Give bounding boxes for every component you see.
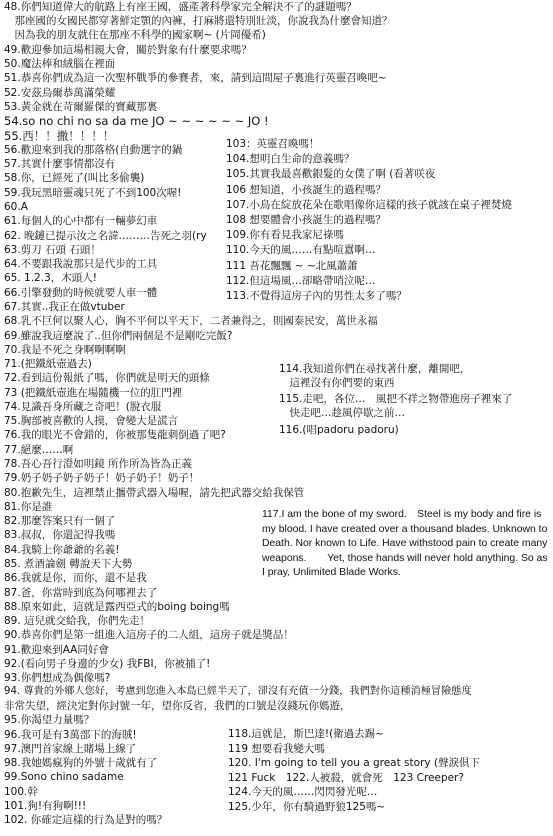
entry-64: 64.不要跟我說那只是代步的工具 [4,258,158,270]
entry-96: 96.我可是有3萬部下的海賊! [4,729,137,741]
entry-114: 114.我知道你們在尋找著什麼，離開吧， [279,363,471,375]
entries-118-125 [228,727,480,815]
entry-49: 49.歡迎參加這場相親大會，關於對象有什麼要求嗎？ [4,44,252,56]
entry-93: 93.你們想成為偶像嗎? [4,672,111,684]
entry-97: 97.澳門首家線上賭場上線了 [4,743,137,755]
entry-69: 69.雖說我這麼說了..但你們兩個是不是剛吃完飯? [4,330,233,342]
entries-114-116 [279,363,512,438]
entry-115-cont: 快走吧…趁風停歇之前… [279,406,405,419]
entry-67: 67.其實..我正在做vtuber [4,301,125,313]
entry-52: 52.安茲烏爾恭萬滿榮耀 [4,87,116,99]
entry-112: 112.但這場風…卻略帶哨泣呢… [226,274,376,287]
entry-62: 62. 晚鏈已提示汝之名諱………告死之羽(ry [4,230,207,242]
entry-88: 88.原來如此，這就是露西亞式的boing boing嗎 [4,601,230,613]
entry-53: 53.黃金就在苛爾羅傑的寶藏那裏 [4,101,158,113]
entry-84: 84.我騎上你爺爺的名義! [4,544,120,556]
entry-54: 54.so no chi no sa da me JO ~ ~ ~ ~ ~ ~ JO ! [4,114,269,128]
entry-65: 65. 1.2.3，木頭人! [4,272,97,284]
entry-94: 94. 尊貴的外鄉人您好，考慮到您進入本島已經半天了，卻沒有充值一分錢，我們對你這種消極冒險態度 [4,686,472,697]
entry-85: 85. 煮酒論劍 轉說天下大勢 [4,558,133,570]
entry-60: 60.A [4,201,28,213]
entry-81: 81.你是誰 [4,501,53,513]
entry-77: 77.絕麼……啊 [4,444,74,456]
entry-75: 75.胸部被喜歡的人摸，會變大是謊言 [4,415,179,427]
entry-87: 87.爸，你當時到底為何哪裡去了 [4,587,158,599]
entry-113: 113.不覺得這房子內的男性太多了嗎？ [226,290,407,303]
entry-118: 118.這就是，斯巴達!(衛過去踢~ [228,728,384,740]
entry-102: 102. 你確定這樣的行為是對的嗎？ [4,814,168,826]
entry-94-cont: 非常失望，經決定對你封號一年，望你反省，我們的口號是沒錢玩你媽遊， [4,700,351,712]
entry-116: 116.(唱padoru padoru) [279,424,399,436]
entries-103-113 [226,137,512,304]
entry-57: 57.其實什麼事情都沒有 [4,158,116,170]
entry-79: 79.奶子奶子奶子奶子！奶子奶子！奶子！ [4,472,200,484]
entry-82: 82.那麼答案只有一個了 [4,515,116,527]
entry-106: 106 想知道，小孩誕生的過程嗎？ [226,183,386,196]
entry-91: 91.歡迎來到AA同好會 [4,644,109,656]
entry-121-123: 121 Fuck 122.人被殺，就會死 123 Creeper? [228,771,464,784]
entry-114-cont: 這裡沒有你們要的東西 [279,376,395,389]
entry-48: 48.你們知道偉大的航路上有座王國，盛產著科學家完全解決不了的謎題嗎？ [4,1,357,13]
entry-117-quote: 117.I am the bone of my sword. Steel is my body and fire is my blood. I have created over a thousand blades. Unknown to Death. Nor known to Life. Have withstood pain to create many weapons. Yet, those hands will never hold anything. So as I pray, Unlimited Blade Works. [262,509,548,578]
entry-58: 58.你，已經死了(叫比多偷襲) [4,172,145,184]
entry-51: 51.恭喜你們成為這一次聖杯戰爭的參賽者，來，請到這間屋子裏進行英靈召喚吧~ [4,72,387,84]
entry-101: 101.狗!有狗啊!!! [4,800,87,812]
entry-89: 89. 這兒就交給我，你們先走！ [4,615,151,627]
entry-66: 66.引擎發動的時候就要人車一體 [4,287,158,299]
entry-70: 70.我是不死之身啊啊啊啊 [4,344,126,356]
entry-74: 74.見識吾身所藏之奇吧！(脫衣服 [4,401,162,413]
entry-110: 110.今天的風……有點喧囂啊… [226,244,376,257]
entry-100: 100.幹 [4,786,38,798]
entry-80: 80.抱歉先生，這裡禁止攜帶武器入場喔，請先把武器交給我保管 [4,487,305,499]
entry-119: 119 想要看我變大嗎 [228,742,325,755]
entry-92: 92.(看向男子身邊的少女) 我FBI，你被捕了! [4,658,211,670]
entry-108: 108 想要體會小孩誕生的過程嗎？ [226,214,386,227]
entry-105: 105.其實我最喜歡銀髮的女僕了啊 (看著咲夜 [226,168,436,181]
entry-68: 68.乳不巨何以聚人心，胸不平何以平天下，二者兼得之，則國泰民安，萬世永福 [4,315,378,327]
entry-104: 104.想明白生命的意義嗎？ [226,153,355,166]
entry-72: 72.看到這份報紙了嗎，你們就是明天的頭條 [4,372,210,384]
entry-109: 109.你有看見我家尼祿嗎 [226,229,344,242]
entry-61: 61.每個人的心中都有一輛夢幻車 [4,215,158,227]
entry-111: 111 吾花飄飄 ~ ~北風蕭蕭 [226,259,358,272]
entry-98: 98.我她媽瘋狗的外號十歲就有了 [4,757,158,769]
entry-120: 120. I'm going to tell you a great story (聲淚俱下 [228,757,481,770]
entry-125: 125.少年，你有騎過野狼125嗎~ [228,800,386,813]
entry-83: 83.叔叔，你還記得我嗎 [4,529,116,541]
entry-59: 59.我玩黑暗靈魂只死了不到100次喔! [4,187,182,199]
entry-103: 103：英靈召喚嗎！ [226,138,320,150]
entry-63: 63.剪刀 石頭 石頭！ [4,244,101,256]
entry-48-cont: 因為我的朋友就住在那座不科學的國家啊~ (片岡優希) [4,29,266,41]
entry-76: 76.我的眼光不會錯的，你被那隻龍刺倒過了吧? [4,429,226,441]
entry-78: 78.吾心吾行澄如明鏡 所作所為皆為正義 [4,458,193,470]
entry-107: 107.小鳥在綻放花朵在歌唱像你這樣的孩子就該在桌子裡焚燒 [226,198,512,211]
entry-90: 90.恭喜你們是第一組進入這房子的二人組，這房子就是獎品！ [4,629,294,641]
entry-56: 56.歡迎來到我的那落格(自動選字的鍋 [4,144,183,156]
entry-86: 86.我就是你，而你，還不是我 [4,572,147,584]
entry-48-cont: 那座國的女國民都穿著鮮定顎的內褲，打麻將還特別壯淡，你說我為什麼會知道？ [4,15,393,27]
entry-99: 99.Sono chino sadame [4,771,124,783]
entry-115: 115.走吧，各位… 風把不祥之物帶進房子裡來了 [279,393,513,405]
entry-55: 55.西！！撒！！！！ [4,129,115,143]
entry-73: 73 (把鐵紙壺進在場隨機一位的肛門裡 [4,387,183,399]
entry-95: 95.你渴望力量嗎？ [4,714,95,726]
entry-124: 124.今天的風……閃閃發光呢… [228,786,378,799]
entry-50: 50.魔法棒和絨腦在裡面 [4,58,116,70]
entry-71: 71.(把鐵紙壺過去) [4,358,92,370]
